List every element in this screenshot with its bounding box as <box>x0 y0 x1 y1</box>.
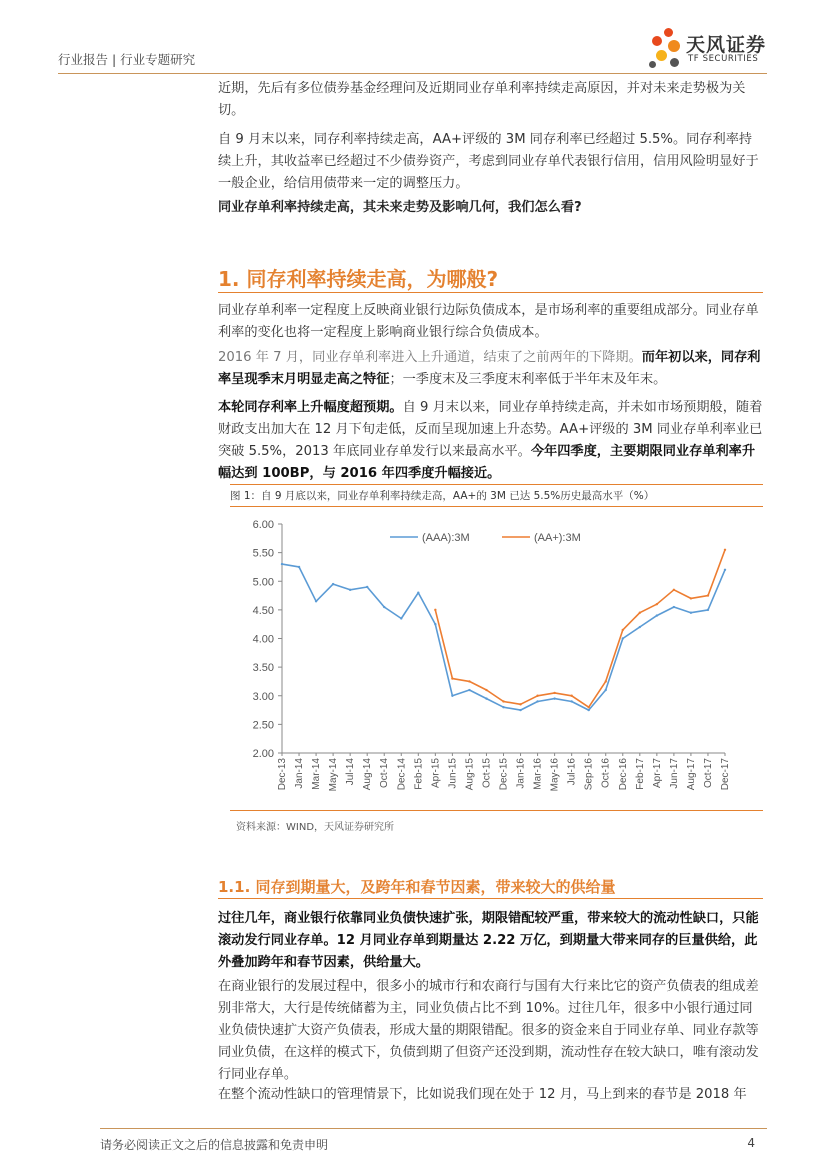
text-emphasis: 今年四季度，主要期限同业存单利率升幅达到 100BP，与 2016 年四季度升幅接近。 <box>218 444 756 481</box>
data-point <box>281 563 283 565</box>
data-point <box>468 689 470 691</box>
data-point <box>383 606 385 608</box>
logo-dot-icon <box>652 36 662 46</box>
x-tick-label: May-16 <box>549 758 561 792</box>
paragraph-liquidity-gap: 在整个流动性缺口的管理情景下，比如说我们现在处于 12 月，马上到来的春节是 2018 年 <box>218 1087 747 1102</box>
x-tick-label: Mar-16 <box>532 758 544 790</box>
paragraph-intro: 近期，先后有多位债券基金经理问及近期同业存单利率持续走高原因，并对未来走势极为关切。 <box>218 81 746 118</box>
data-point <box>434 609 436 611</box>
text-normal: 2016 年 7 月，同业存单利率进入上升通道，结束了之前两年的下降期。 <box>218 350 642 365</box>
logo-dot-icon <box>649 61 656 68</box>
chart-legend <box>390 532 581 544</box>
x-tick-label: Aug-17 <box>685 758 697 791</box>
data-point <box>451 677 453 679</box>
data-point <box>451 695 453 697</box>
logo-dot-icon <box>670 58 679 67</box>
x-tick-label: Jul-14 <box>345 758 357 786</box>
data-point <box>587 709 589 711</box>
data-point <box>417 592 419 594</box>
paragraph-supply-summary: 过往几年，商业银行依靠同业负债快速扩张，期限错配较严重，带来较大的流动性缺口，只能滚动发行同业存单。12 月同业存单到期量达 2.22 万亿，到期量大带来同存的巨量供给，此外叠加跨年和春节因素，供给量大。 <box>218 911 759 970</box>
y-tick-label: 6.00 <box>252 519 274 531</box>
x-tick-label: Jan-14 <box>294 758 306 789</box>
x-tick-label: Oct-17 <box>702 758 714 789</box>
figure-title-rule <box>230 506 763 507</box>
data-point <box>707 609 709 611</box>
x-tick-label: Aug-15 <box>464 758 476 791</box>
chart-series <box>281 549 726 712</box>
footer-disclaimer: 请务必阅读正文之后的信息披露和免责申明 <box>100 1138 329 1152</box>
x-tick-label: Jun-17 <box>668 758 680 789</box>
data-point <box>298 566 300 568</box>
data-point <box>366 586 368 588</box>
x-tick-label: Dec-17 <box>720 758 731 791</box>
report-type-header: 行业报告 | 行业专题研究 <box>58 52 196 67</box>
x-tick-label: Apr-17 <box>651 758 663 789</box>
data-point <box>639 612 641 614</box>
legend-label: (AAA):3M <box>422 532 470 544</box>
data-point <box>690 597 692 599</box>
section-heading-rule <box>218 292 763 293</box>
x-tick-label: Jan-16 <box>515 758 527 789</box>
data-point <box>570 700 572 702</box>
x-tick-label: Sep-16 <box>583 758 595 791</box>
data-point <box>519 709 521 711</box>
data-point <box>349 589 351 591</box>
data-point <box>639 626 641 628</box>
data-point <box>315 600 317 602</box>
figure-bottom-rule <box>230 810 763 811</box>
data-point <box>605 680 607 682</box>
data-point <box>502 700 504 702</box>
y-tick-label: 5.00 <box>252 576 274 589</box>
text-emphasis: 而年初以来，同存利率呈现季末月明显走高之特征 <box>218 350 761 387</box>
series-line <box>435 550 725 707</box>
data-point <box>605 689 607 691</box>
x-axis <box>277 753 731 791</box>
y-tick-label: 2.00 <box>252 748 274 760</box>
y-tick-label: 3.00 <box>252 690 274 703</box>
figure-source: 资料来源：WIND，天风证券研究所 <box>236 822 395 833</box>
logo-name-cn: 天风证券 <box>686 34 767 56</box>
x-tick-label: Dec-13 <box>277 758 288 791</box>
data-point <box>570 695 572 697</box>
data-point <box>553 692 555 694</box>
paragraph-question: 同业存单利率持续走高，其未来走势及影响几何，我们怎么看? <box>218 200 582 215</box>
subsection-heading: 1.1. 同存到期量大，及跨年和春节因素，带来较大的供给量 <box>218 878 616 896</box>
x-tick-label: Dec-16 <box>617 758 629 791</box>
page-number: 4 <box>747 1136 755 1150</box>
data-point <box>332 583 334 585</box>
logo-dot-icon <box>664 28 673 37</box>
x-tick-label: Oct-14 <box>379 758 391 789</box>
x-tick-label: Oct-15 <box>481 758 493 789</box>
x-tick-label: Dec-14 <box>396 758 408 791</box>
data-point <box>724 549 726 551</box>
subsection-heading-rule <box>218 898 763 899</box>
data-point <box>434 623 436 625</box>
tf-securities-logo <box>648 28 768 72</box>
legend-label: (AA+):3M <box>534 532 581 544</box>
text-emphasis: 本轮同存利率上升幅度超预期。 <box>218 400 403 415</box>
logo-name-en: TF SECURITIES <box>688 54 759 64</box>
data-point <box>690 612 692 614</box>
x-tick-label: Dec-15 <box>498 758 510 791</box>
data-point <box>502 706 504 708</box>
paragraph-rise-beyond-expectation <box>218 397 763 485</box>
data-point <box>587 706 589 708</box>
data-point <box>553 697 555 699</box>
logo-dot-icon <box>668 40 680 52</box>
y-tick-label: 4.00 <box>252 633 274 646</box>
paragraph-bank-structure: 在商业银行的发展过程中，很多小的城市行和农商行与国有大行来比它的资产负债表的组成差别非常大，大行是传统储蓄为主，同业负债占比不到 10%。过往几年，很多中小银行通过同业负债快速扩大资产负债表，形成大量的期限错配。很多的资金来自于同业存单、同业存款等同业负债，在这样的模式下，负债到期了但资产还没到期，流动性存在较大缺口，唯有滚动发行同业存单。 <box>218 979 759 1082</box>
y-tick-label: 5.50 <box>252 547 274 560</box>
data-point <box>519 703 521 705</box>
line-chart <box>230 510 763 810</box>
data-point <box>468 680 470 682</box>
header-divider <box>58 73 767 74</box>
data-point <box>656 614 658 616</box>
paragraph-definition: 同业存单利率一定程度上反映商业银行边际负债成本，是市场利率的重要组成部分。同业存单利率的变化也将一定程度上影响商业银行综合负债成本。 <box>218 303 759 340</box>
text-normal: ；一季度末及三季度末利率低于半年末及年末。 <box>389 372 667 387</box>
footer-divider <box>100 1128 767 1129</box>
data-point <box>536 695 538 697</box>
section-heading: 1. 同存利率持续走高，为哪般? <box>218 267 499 291</box>
x-tick-label: Jun-15 <box>447 758 459 789</box>
y-tick-label: 2.50 <box>252 719 274 732</box>
logo-dot-icon <box>656 50 667 61</box>
y-axis <box>253 519 282 760</box>
data-point <box>673 606 675 608</box>
y-tick-label: 4.50 <box>252 604 274 617</box>
x-tick-label: May-14 <box>328 758 340 792</box>
data-point <box>536 700 538 702</box>
paragraph-trend-2016 <box>218 347 763 391</box>
x-tick-label: Apr-15 <box>430 758 442 789</box>
x-tick-label: Oct-16 <box>600 758 612 789</box>
data-point <box>622 629 624 631</box>
x-tick-label: Jul-16 <box>566 758 578 786</box>
data-point <box>707 594 709 596</box>
data-point <box>485 689 487 691</box>
x-tick-label: Feb-17 <box>634 758 646 790</box>
data-point <box>724 569 726 571</box>
x-tick-label: Feb-15 <box>413 758 425 790</box>
text-normal: 自 9 月末以来，同业存单持续走高，并未如市场预期般，随着财政支出加大在 12 月下旬走低，反而呈现加速上升态势。AA+评级的 3M 同业存单利率业已突破 5.5%，2013 年底同业存单发行以来最高水平。 <box>218 400 763 459</box>
data-point <box>656 603 658 605</box>
figure-top-rule <box>230 484 763 485</box>
x-tick-label: Mar-14 <box>311 758 323 790</box>
data-point <box>673 589 675 591</box>
y-tick-label: 3.50 <box>252 662 274 675</box>
figure-title: 图 1：自 9 月底以来，同业存单利率持续走高，AA+的 3M 已达 5.5%历史最高水平（%） <box>230 490 655 502</box>
data-point <box>485 697 487 699</box>
data-point <box>400 617 402 619</box>
series-line <box>282 564 725 710</box>
data-point <box>622 637 624 639</box>
x-tick-label: Aug-14 <box>362 758 374 791</box>
paragraph-rate-overview: 自 9 月末以来，同存利率持续走高，AA+评级的 3M 同存利率已经超过 5.5%。同存利率持续上升，其收益率已经超过不少债券资产，考虑到同业存单代表银行信用，信用风险明显好于一般企业，给信用债带来一定的调整压力。 <box>218 132 759 191</box>
